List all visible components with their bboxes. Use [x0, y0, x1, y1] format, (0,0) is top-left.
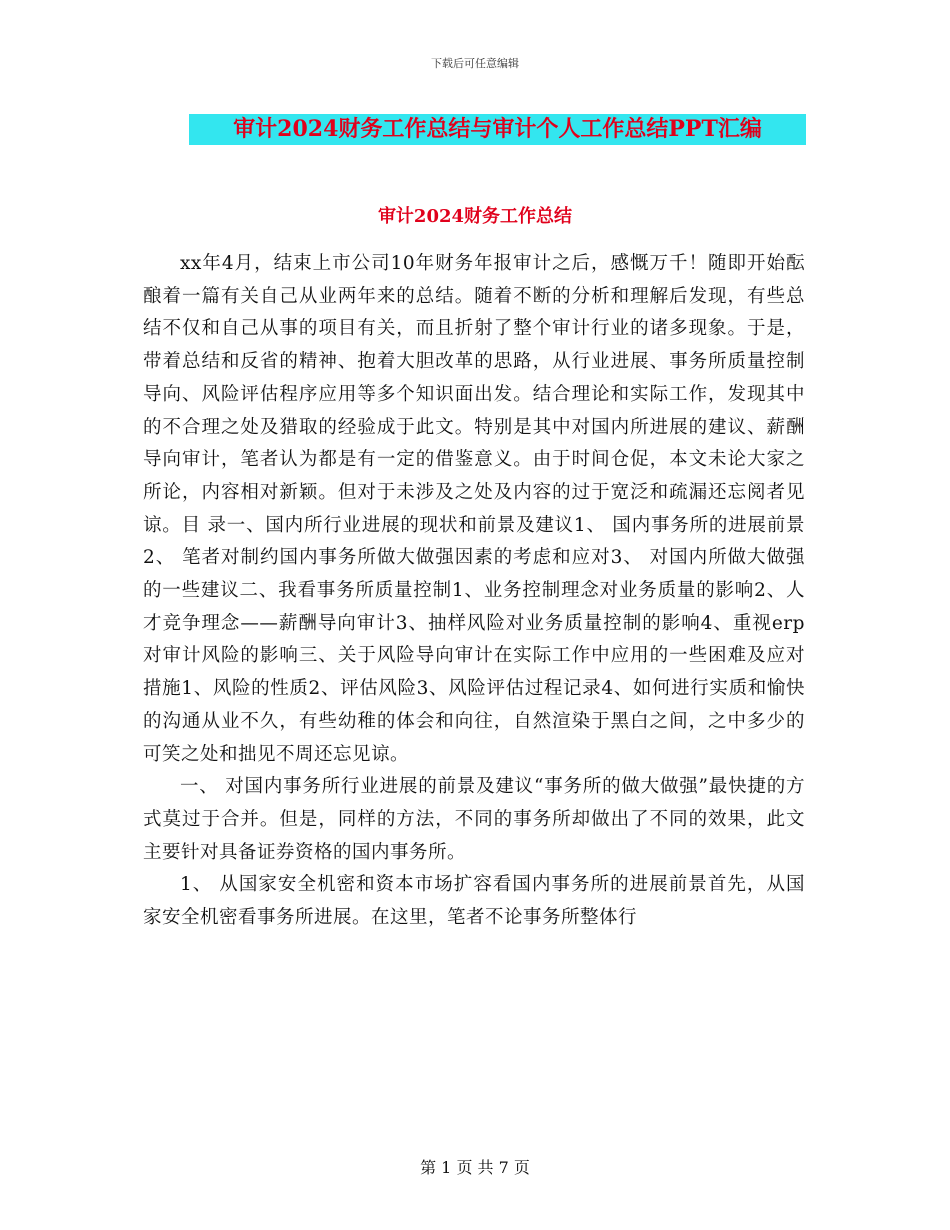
section-title: 审计2024财务工作总结	[377, 206, 573, 227]
paragraph-intro: xx年4月，结束上市公司10年财务年报审计之后，感慨万千！随即开始酝酿着一篇有关自己从业两年来的总结。随着不断的分析和理解后发现，有些总结不仅和自己从事的项目有关，而且折射了整个审计行业的诸多现象。于是，带着总结和反省的精神、抱着大胆改革的思路，从行业进展、事务所质量控制导向、风险评估程序应用等多个知识面出发。结合理论和实际工作，发现其中的不合理之处及猎取的经验成于此文。特别是其中对国内所进展的建议、薪酬导向审计，笔者认为都是有一定的借鉴意义。由于时间仓促，本文未论大家之所论，内容相对新颖。但对于未涉及之处及内容的过于宽泛和疏漏还忘阅者见谅。目 录一、国内所行业进展的现状和前景及建议1、 国内事务所的进展前景2、 笔者对制约国内事务所做大做强因素的考虑和应对3、 对国内所做大做强的一些建议二、我看事务所质量控制1、业务控制理念对业务质量的影响2、人才竞争理念——薪酬导向审计3、抽样风险对业务质量控制的影响4、重视erp对审计风险的影响三、关于风险导向审计在实际工作中应用的一些困难及应对措施1、风险的性质2、评估风险3、风险评估过程记录4、如何进行实质和愉快的沟通从业不久，有些幼稚的体会和向往，自然渲染于黑白之间，之中多少的可笑之处和拙见不周还忘见谅。	[143, 253, 805, 765]
page-footer	[0, 1155, 950, 1178]
paragraph-section-1: 一、 对国内事务所行业进展的前景及建议“事务所的做大做强”最快捷的方式莫过于合并。但是，同样的方法，不同的事务所却做出了不同的效果，此文主要针对具备证券资格的国内事务所。	[143, 776, 805, 863]
page-number-label: 第 1 页 共 7 页	[420, 1158, 530, 1177]
document-title: 审计2024财务工作总结与审计个人工作总结PPT汇编	[189, 114, 806, 145]
document-body	[143, 248, 805, 935]
header-note: 下载后可任意编辑	[431, 57, 519, 70]
paragraph-section-1-1: 1、 从国家安全机密和资本市场扩容看国内事务所的进展前景首先，从国家安全机密看事务所进展。在这里，笔者不论事务所整体行	[143, 874, 805, 929]
